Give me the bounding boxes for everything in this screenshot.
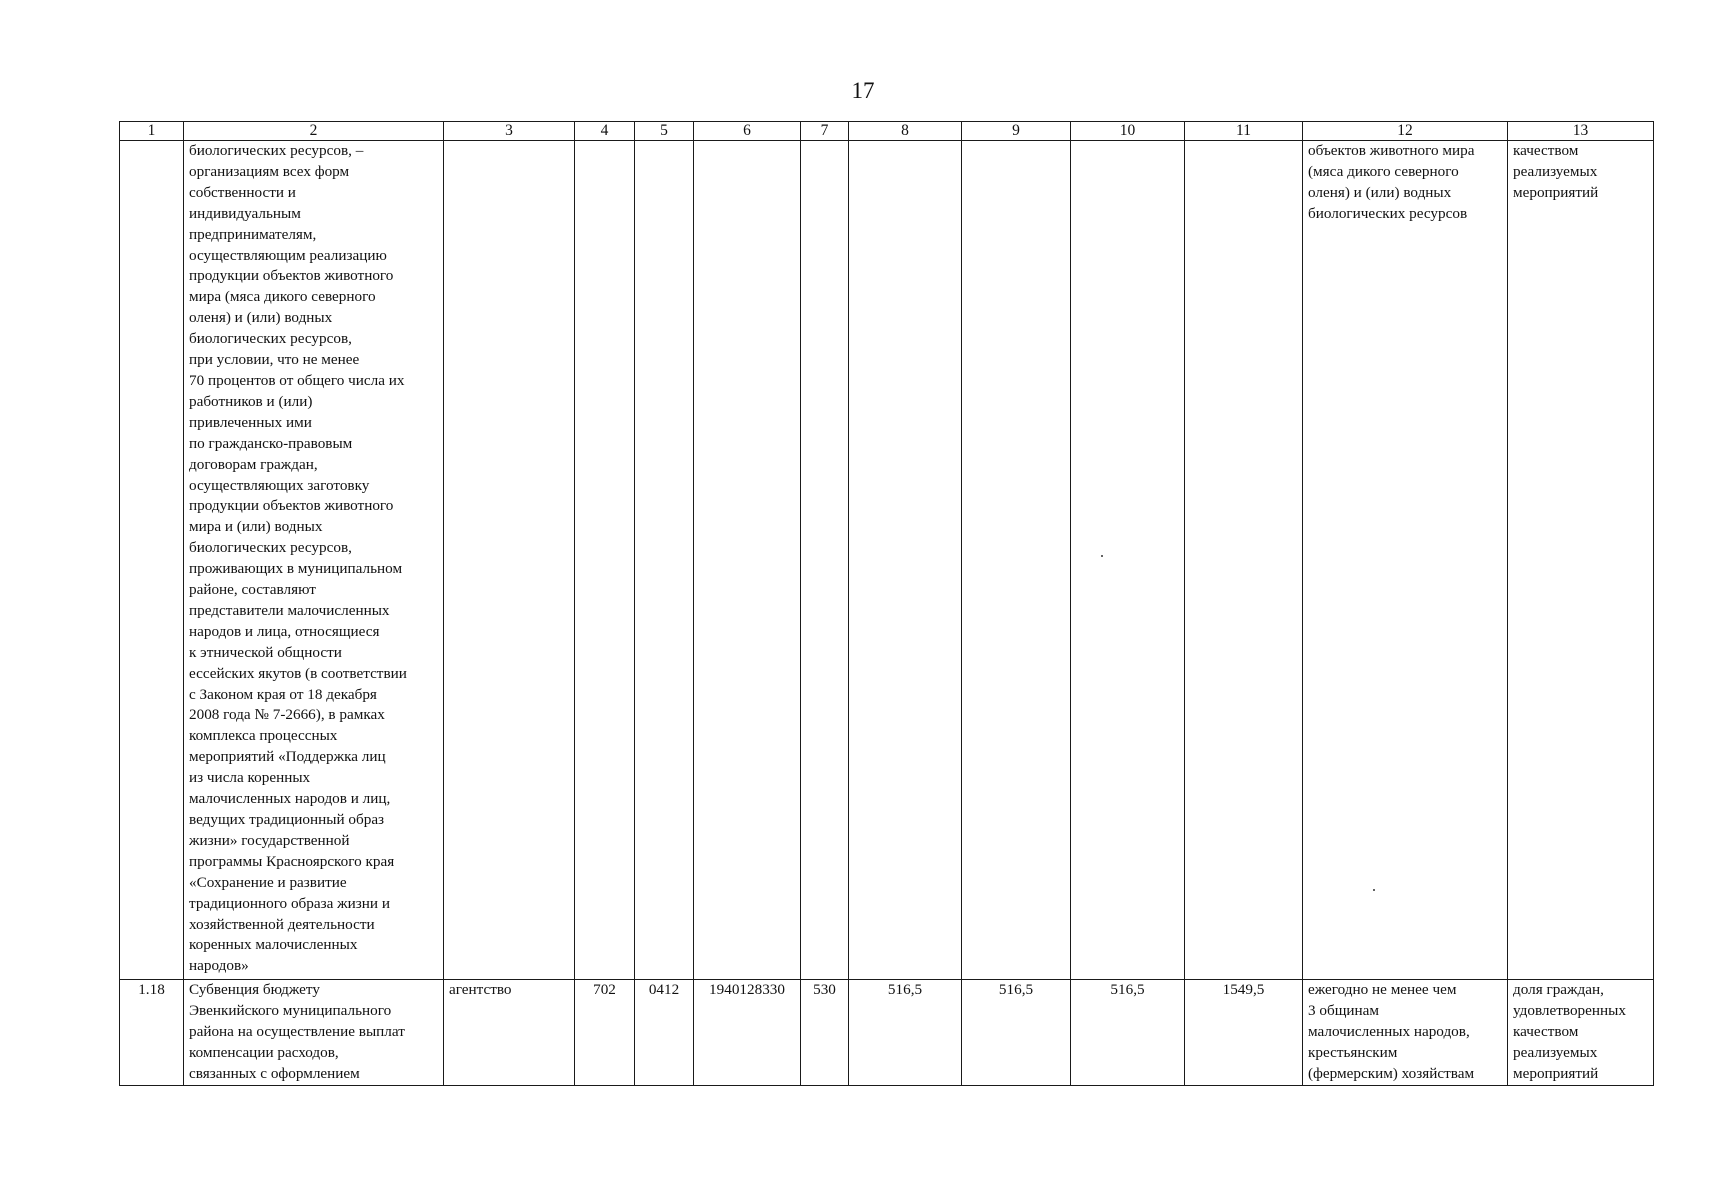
amount-year1-cell [849, 141, 962, 980]
scan-speck [1373, 889, 1375, 891]
amount-year1-cell: 516,5 [849, 980, 962, 1086]
section-code-cell: 0412 [635, 980, 694, 1086]
header-cell: 5 [635, 122, 694, 141]
amount-year3-cell: 516,5 [1071, 980, 1185, 1086]
expected-result-cell: ежегодно не менее чем 3 общинам малочисленных народов, крестьянским (фермерским) хозяйствам [1303, 980, 1508, 1086]
grbs-code-cell: 702 [575, 980, 635, 1086]
header-cell: 10 [1071, 122, 1185, 141]
scan-speck [1101, 555, 1103, 557]
amount-total-cell: 1549,5 [1185, 980, 1303, 1086]
header-cell: 9 [962, 122, 1071, 141]
header-cell: 6 [694, 122, 801, 141]
expected-result-cell: объектов животного мира (мяса дикого северного оленя) и (или) водных биологических ресурсов [1303, 141, 1508, 980]
target-code-cell [694, 141, 801, 980]
executor-cell: агентство [444, 980, 575, 1086]
page-number: 17 [851, 78, 875, 103]
target-code-cell: 1940128330 [694, 980, 801, 1086]
header-cell: 3 [444, 122, 575, 141]
activity-name-cell: Субвенция бюджету Эвенкийского муниципального района на осуществление выплат компенсации расходов, связанных с оформлением [184, 980, 444, 1086]
indicator-cell: качеством реализуемых мероприятий [1508, 141, 1654, 980]
amount-year3-cell [1071, 141, 1185, 980]
amount-year2-cell [962, 141, 1071, 980]
row-number-cell: 1.18 [120, 980, 184, 1086]
amount-year2-cell: 516,5 [962, 980, 1071, 1086]
header-cell: 12 [1303, 122, 1508, 141]
budget-table [119, 121, 1654, 1086]
header-cell: 4 [575, 122, 635, 141]
header-cell: 7 [801, 122, 849, 141]
header-cell: 1 [120, 122, 184, 141]
amount-total-cell [1185, 141, 1303, 980]
expense-type-cell: 530 [801, 980, 849, 1086]
header-cell: 11 [1185, 122, 1303, 141]
header-cell: 13 [1508, 122, 1654, 141]
row-number-cell [120, 141, 184, 980]
header-row [120, 122, 1654, 141]
section-code-cell [635, 141, 694, 980]
grbs-code-cell [575, 141, 635, 980]
expense-type-cell [801, 141, 849, 980]
table-row [120, 141, 1654, 980]
executor-cell [444, 141, 575, 980]
indicator-cell: доля граждан, удовлетворенных качеством реализуемых мероприятий [1508, 980, 1654, 1086]
header-cell: 2 [184, 122, 444, 141]
header-cell: 8 [849, 122, 962, 141]
activity-name-cell: биологических ресурсов, – организациям всех форм собственности и индивидуальным предпринимателям, осуществляющим реализацию продукции объектов животного мира (мяса дикого северного оленя) и (или) водных биологических ресурсов, при условии, что не менее 70 процентов от общего числа их работников и (или) привлеченных ими по гражданско-правовым договорам граждан, осуществляющих заготовку продукции объектов животного мира и (или) водных биологических ресурсов, проживающих в муниципальном районе, составляют представители малочисленных народов и лица, относящиеся к этнической общности ессейских якутов (в соответствии с Законом края от 18 декабря 2008 года № 7-2666), в рамках комплекса процессных мероприятий «Поддержка лиц из числа коренных малочисленных народов и лиц, ведущих традиционный образ жизни» государственной программы Красноярского края «Сохранение и развитие традиционного образа жизни и хозяйственной деятельности коренных малочисленных народов» [184, 141, 444, 980]
table-row [120, 980, 1654, 1086]
